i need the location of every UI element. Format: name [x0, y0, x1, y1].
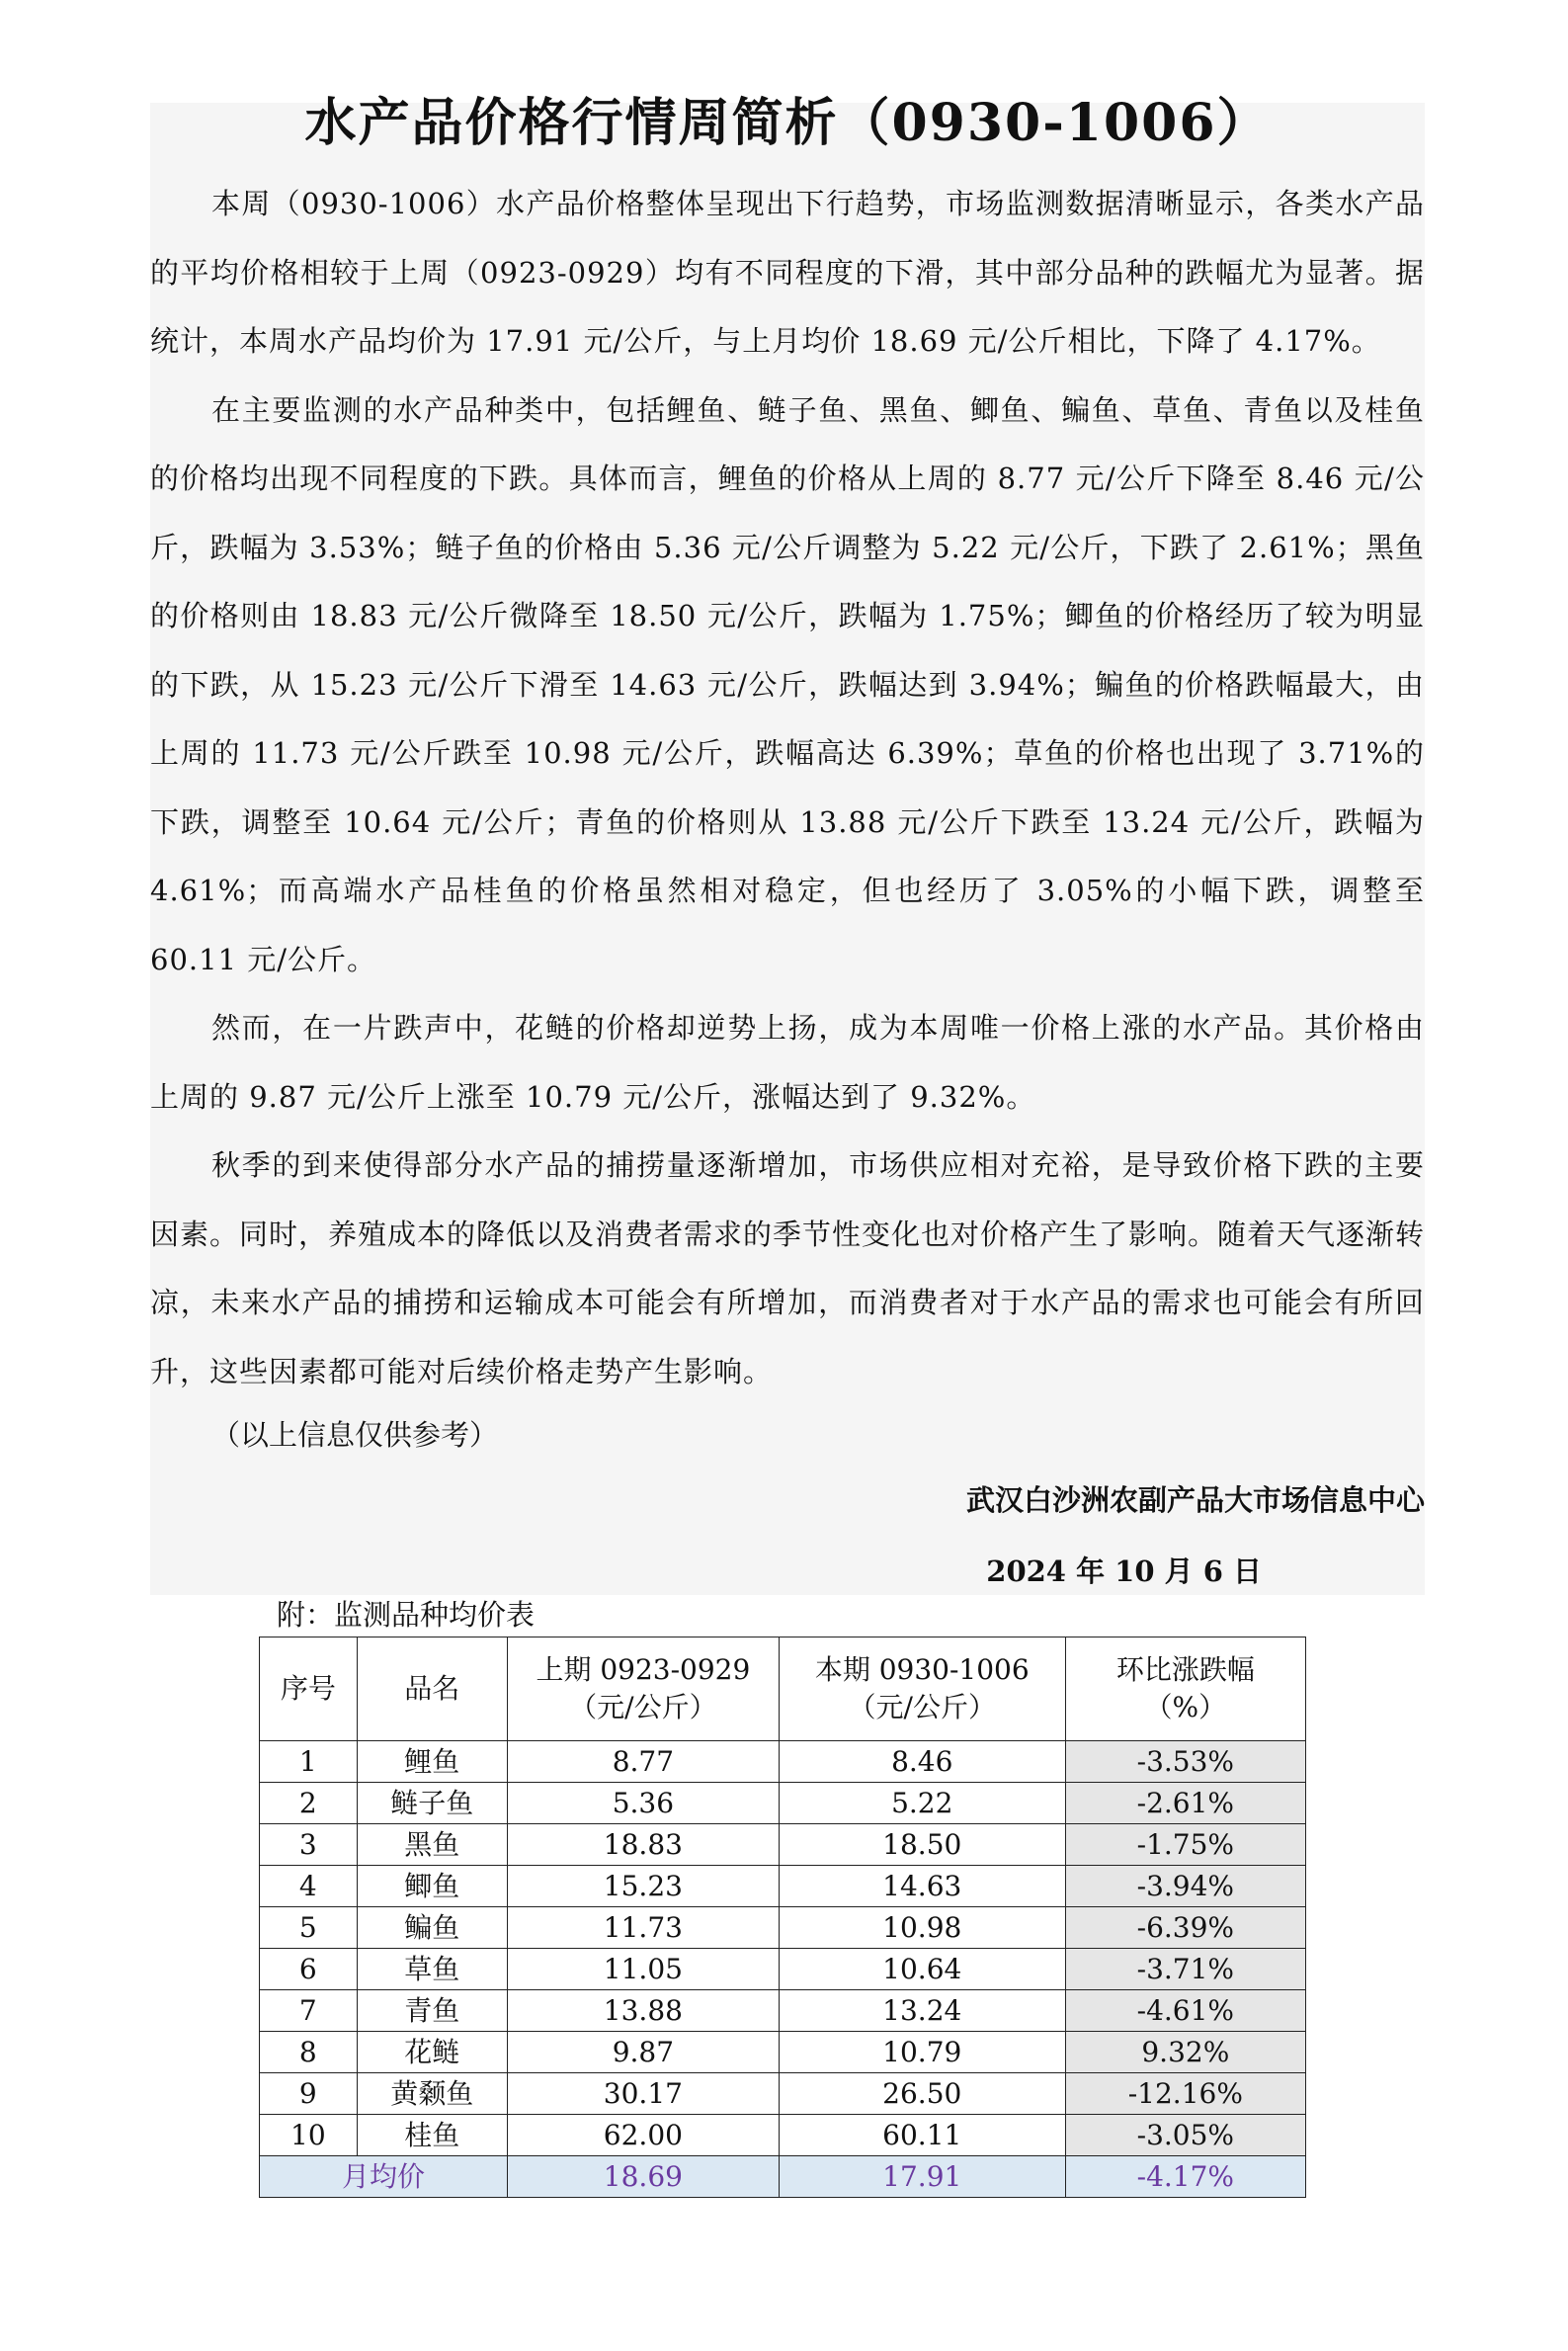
cell-name: 青鱼 [357, 1990, 507, 2032]
table-row [260, 2032, 1306, 2073]
table-caption: 附：监测品种均价表 [277, 1598, 536, 1632]
header-previous-period [507, 1637, 779, 1741]
cell-previous: 13.88 [507, 1990, 779, 2032]
cell-current: 14.63 [779, 1866, 1065, 1907]
cell-change: -3.71% [1065, 1949, 1305, 1990]
cell-current: 10.98 [779, 1907, 1065, 1949]
table-row [260, 1907, 1306, 1949]
average-change: -4.17% [1065, 2156, 1305, 2198]
cell-previous: 11.05 [507, 1949, 779, 1990]
cell-current: 10.64 [779, 1949, 1065, 1990]
table-row [260, 1824, 1306, 1866]
issuing-organization: 武汉白沙洲农副产品大市场信息中心 [965, 1483, 1425, 1517]
cell-name: 鲫鱼 [357, 1866, 507, 1907]
header-name: 品名 [357, 1637, 507, 1741]
cell-previous: 30.17 [507, 2073, 779, 2115]
page-title: 水产品价格行情周简析（0930-1006） [304, 93, 1271, 153]
cell-previous: 15.23 [507, 1866, 779, 1907]
cell-index: 9 [260, 2073, 358, 2115]
table-row [260, 1783, 1306, 1824]
header-change [1065, 1637, 1305, 1741]
header-previous-period-unit: （元/公斤） [569, 1691, 717, 1723]
average-row [260, 2156, 1306, 2198]
cell-change: -12.16% [1065, 2073, 1305, 2115]
disclaimer-note: （以上信息仅供参考） [211, 1418, 499, 1452]
cell-index: 1 [260, 1741, 358, 1783]
paragraph-silver-carp: 然而，在一片跌声中，花鲢的价格却逆势上扬，成为本周唯一价格上涨的水产品。其价格由上周的 9.87 元/公斤上涨至 10.79 元/公斤，涨幅达到了 9.32%。 [150, 1011, 1425, 1114]
report-body [150, 170, 1425, 1406]
header-change-unit: （%） [1144, 1691, 1227, 1723]
cell-change: -2.61% [1065, 1783, 1305, 1824]
header-current-period-label: 本期 0930-1006 [814, 1653, 1030, 1686]
cell-name: 草鱼 [357, 1949, 507, 1990]
cell-index: 6 [260, 1949, 358, 1990]
average-current: 17.91 [779, 2156, 1065, 2198]
cell-index: 7 [260, 1990, 358, 2032]
cell-current: 18.50 [779, 1824, 1065, 1866]
cell-current: 26.50 [779, 2073, 1065, 2115]
paragraph-species-detail: 在主要监测的水产品种类中，包括鲤鱼、鲢子鱼、黑鱼、鲫鱼、鳊鱼、草鱼、青鱼以及桂鱼的价格均出现不同程度的下跌。具体而言，鲤鱼的价格从上周的 8.77 元/公斤下降至 8.46 元/公斤，跌幅为 3.53%；鲢子鱼的价格由 5.36 元/公斤调整为 5.22 元/公斤，下跌了 2.61%；黑鱼的价格则由 18.83 元/公斤微降至 18.50 元/公斤，跌幅为 1.75%；鲫鱼的价格经历了较为明显的下跌，从 15.23 元/公斤下滑至 14.63 元/公斤，跌幅达到 3.94%；鳊鱼的价格跌幅最大，由上周的 11.73 元/公斤跌至 10.98 元/公斤，跌幅高达 6.39%；草鱼的价格也出现了 3.71%的下跌，调整至 10.64 元/公斤；青鱼的价格则从 13.88 元/公斤下跌至 13.24 元/公斤，跌幅为 4.61%；而高端水产品桂鱼的价格虽然相对稳定，但也经历了 3.05%的小幅下跌，调整至 60.11 元/公斤。 [150, 392, 1425, 976]
cell-index: 10 [260, 2115, 358, 2156]
cell-change: -3.53% [1065, 1741, 1305, 1783]
cell-index: 8 [260, 2032, 358, 2073]
cell-previous: 18.83 [507, 1824, 779, 1866]
cell-name: 桂鱼 [357, 2115, 507, 2156]
header-previous-period-label: 上期 0923-0929 [536, 1653, 751, 1686]
cell-name: 鳊鱼 [357, 1907, 507, 1949]
header-current-period-unit: （元/公斤） [848, 1691, 996, 1723]
price-table [259, 1637, 1306, 2198]
header-current-period [779, 1637, 1065, 1741]
cell-index: 3 [260, 1824, 358, 1866]
average-label: 月均价 [260, 2156, 508, 2198]
average-previous: 18.69 [507, 2156, 779, 2198]
cell-name: 花鲢 [357, 2032, 507, 2073]
table-row [260, 1949, 1306, 1990]
cell-name: 黄颡鱼 [357, 2073, 507, 2115]
cell-current: 8.46 [779, 1741, 1065, 1783]
cell-index: 2 [260, 1783, 358, 1824]
cell-change: -4.61% [1065, 1990, 1305, 2032]
header-index: 序号 [260, 1637, 358, 1741]
cell-previous: 11.73 [507, 1907, 779, 1949]
header-change-label: 环比涨跌幅 [1115, 1653, 1255, 1686]
cell-change: -3.05% [1065, 2115, 1305, 2156]
cell-previous: 5.36 [507, 1783, 779, 1824]
table-row [260, 1990, 1306, 2032]
cell-change: -6.39% [1065, 1907, 1305, 1949]
cell-name: 鲤鱼 [357, 1741, 507, 1783]
cell-current: 10.79 [779, 2032, 1065, 2073]
cell-change: -1.75% [1065, 1824, 1305, 1866]
cell-change: 9.32% [1065, 2032, 1305, 2073]
cell-index: 4 [260, 1866, 358, 1907]
cell-current: 13.24 [779, 1990, 1065, 2032]
cell-previous: 9.87 [507, 2032, 779, 2073]
cell-name: 鲢子鱼 [357, 1783, 507, 1824]
table-header-row [260, 1637, 1306, 1741]
cell-current: 5.22 [779, 1783, 1065, 1824]
cell-name: 黑鱼 [357, 1824, 507, 1866]
paragraph-overview: 本周（0930-1006）水产品价格整体呈现出下行趋势，市场监测数据清晰显示，各类水产品的平均价格相较于上周（0923-0929）均有不同程度的下滑，其中部分品种的跌幅尤为显著。据统计，本周水产品均价为 17.91 元/公斤，与上月均价 18.69 元/公斤相比，下降了 4.17%。 [150, 187, 1425, 358]
issue-date: 2024 年 10 月 6 日 [986, 1554, 1262, 1588]
table-row [260, 2115, 1306, 2156]
paragraph-factors: 秋季的到来使得部分水产品的捕捞量逐渐增加，市场供应相对充裕，是导致价格下跌的主要因素。同时，养殖成本的降低以及消费者需求的季节性变化也对价格产生了影响。随着天气逐渐转凉，未来水产品的捕捞和运输成本可能会有所增加，而消费者对于水产品的需求也可能会有所回升，这些因素都可能对后续价格走势产生影响。 [150, 1148, 1426, 1388]
cell-current: 60.11 [779, 2115, 1065, 2156]
table-row [260, 1866, 1306, 1907]
table-row [260, 1741, 1306, 1783]
cell-change: -3.94% [1065, 1866, 1305, 1907]
cell-index: 5 [260, 1907, 358, 1949]
cell-previous: 62.00 [507, 2115, 779, 2156]
table-row [260, 2073, 1306, 2115]
cell-previous: 8.77 [507, 1741, 779, 1783]
